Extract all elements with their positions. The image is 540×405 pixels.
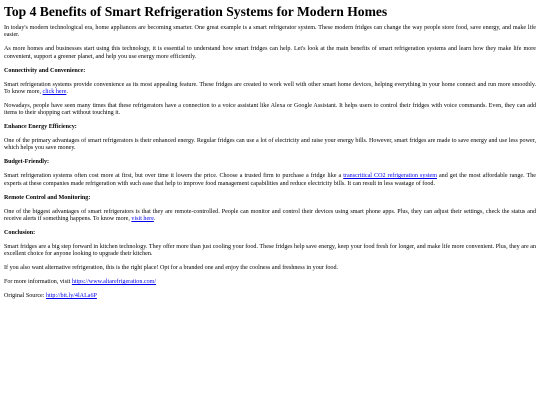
intro-paragraph-1: In today's modern technological era, home appliances are becoming smarter. One great example is a smart refrigerator system. These modern fridges can change the way people store food, save energy, and make life easier. bbox=[4, 25, 536, 39]
section-heading-conclusion: Conclusion: bbox=[4, 229, 36, 236]
visit-here-link[interactable]: visit here bbox=[131, 215, 154, 222]
conclusion-paragraph-1: Smart fridges are a big step forward in kitchen technology. They offer more than just cooling your food. These fridges help save energy, keep your food fresh for longer, and make life more convenient. Plus, they are an excellent choice for anyone looking to upgrade their kitchen. bbox=[4, 243, 536, 258]
more-info-text: For more information, visit bbox=[4, 278, 72, 285]
budget-paragraph-1-end: and get the most affordable range. The experts at these companies made refrigeration with such ease that help to improve food management capabilities and reduce electricity bills. It can result in less wastage of food. bbox=[4, 173, 536, 187]
page-title: Top 4 Benefits of Smart Refrigeration Systems for Modern Homes bbox=[4, 4, 388, 19]
conclusion-paragraph-2: If you also want alternative refrigeration, this is the right place! Opt for a branded one and enjoy the coolness and freshness in your food. bbox=[4, 265, 339, 272]
connectivity-paragraph-1-text: Smart refrigeration systems provide convenience as its most appealing feature. These fridges are created to work well with other smart home devices, helping everything in your home connect and run more smoothly. To know more, bbox=[4, 81, 536, 95]
remote-paragraph-1-text: One of the biggest advantages of smart refrigerators is that they are remote-controlled. People can monitor and control their devices using smart phone apps. Plus, they can adjust their settings, check the status and receive alerts if something happens. To know more, bbox=[4, 208, 536, 222]
connectivity-paragraph-2: Nowadays, people have seen many times that these refrigerators have a connection to a voice assistant like Alexa or Google Assistant. It helps users to control their fridges with voice commands. Even, they can add items to their shopping cart without touching it. bbox=[4, 102, 536, 117]
original-source-line bbox=[4, 293, 536, 300]
section-heading-budget: Budget-Friendly: bbox=[4, 159, 50, 166]
transcritical-co2-link[interactable]: transcritical CO2 refrigeration system bbox=[343, 173, 437, 180]
original-source-text: Original Source: bbox=[4, 292, 46, 299]
budget-paragraph-1 bbox=[4, 173, 536, 188]
website-link[interactable]: https://www.altarefrigeration.com/ bbox=[71, 278, 157, 285]
section-heading-connectivity: Connectivity and Convenience: bbox=[4, 67, 86, 74]
section-heading-remote: Remote Control and Monitoring: bbox=[4, 194, 91, 201]
energy-paragraph-1: One of the primary advantages of smart refrigerators is their enhanced energy. Regular fridges can use a lot of electricity and raise your energy bills. However, smart fridges are made to save energy and use less power, which helps you save money. bbox=[4, 138, 536, 152]
remote-paragraph-1-end: . bbox=[153, 215, 156, 222]
section-heading-energy: Enhance Energy Efficiency: bbox=[4, 124, 77, 131]
connectivity-paragraph-1-end: . bbox=[66, 88, 68, 95]
intro-paragraph-2: As more homes and businesses start using this technology, it is essential to understand how smart fridges can help. Let's look at the main benefits of smart refrigeration systems and learn how they make life more convenient, support a greener planet, and help you use energy more efficiently. bbox=[4, 46, 536, 60]
original-source-link[interactable]: http://bit.ly/4lALa6P bbox=[45, 292, 97, 299]
remote-paragraph-1 bbox=[4, 209, 536, 224]
connectivity-paragraph-1 bbox=[4, 82, 536, 97]
click-here-link[interactable]: click here bbox=[42, 88, 67, 95]
more-info-line bbox=[4, 279, 536, 286]
budget-paragraph-1-text: Smart refrigeration systems often cost more at first, but over time it lowers the price. Choose a trusted firm to purchase a fridge like a bbox=[4, 173, 344, 180]
